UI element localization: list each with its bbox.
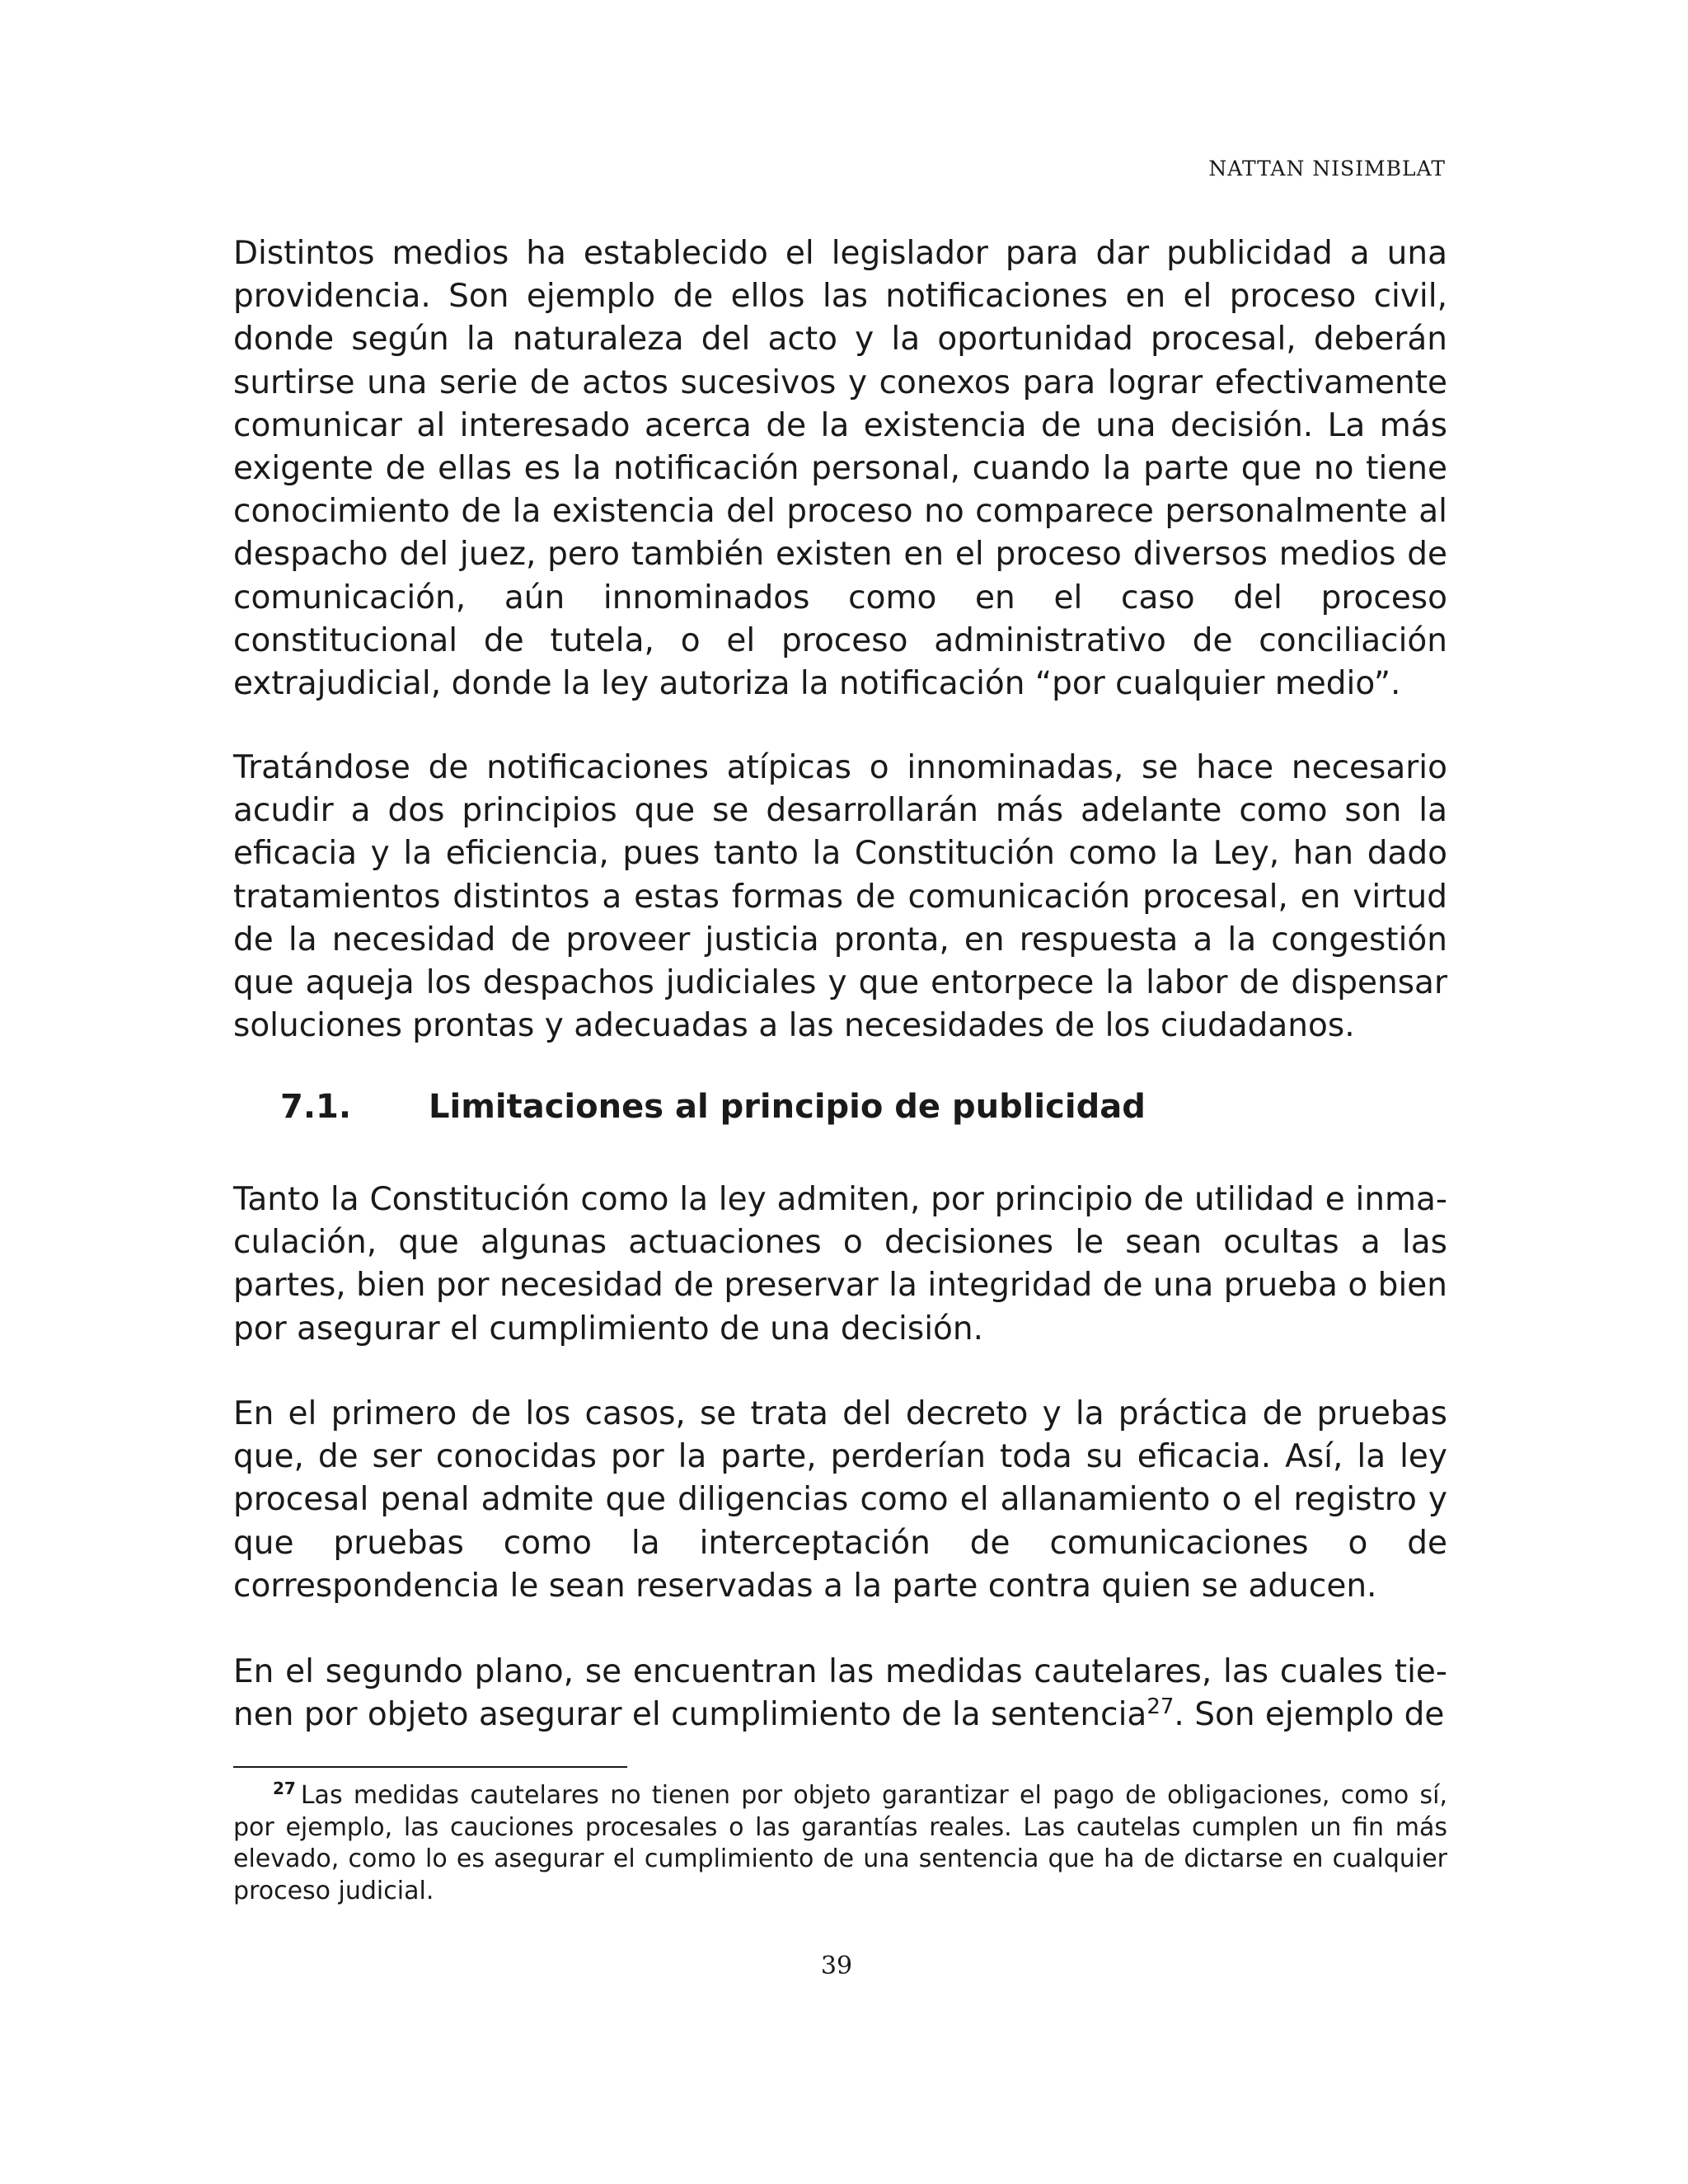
paragraph-1-text: Distintos medios ha establecido el legislador para dar publicidad a una providencia. Son ejemplo de ellos las notificaciones en el proceso civil, donde según la naturaleza del acto y la oportunidad procesal, deberán surtirse una serie de actos sucesivos y conexos para lograr efectivamente comunicar al interesado acerca de la existencia de una decisión. La más exigente de ellas es la notificación personal, cuando la parte que no tiene conocimiento de la existencia del proceso no comparece personalmente al despacho del juez, pero también existen en el proceso diversos medios de comunicación, aún innominados como en el caso del proceso constitucional de tutela, o el proceso administrativo de conciliación extrajudicial, donde la ley autoriza la notificación “por cualquier medio”. bbox=[233, 235, 1447, 703]
footnote-reference-27[interactable]: 27 bbox=[1146, 1694, 1175, 1720]
paragraph-5-text bbox=[233, 1651, 1447, 1736]
paragraph-4 bbox=[233, 1393, 1447, 1608]
running-header-author: NATTAN NISIMBLAT bbox=[1208, 157, 1446, 180]
footnote-marker: 27 bbox=[273, 1779, 296, 1798]
paragraph-5 bbox=[233, 1651, 1447, 1736]
section-heading bbox=[280, 1088, 1146, 1126]
paragraph-5-text-start: En el segundo plano, se encuentran las medidas cautelares, las cuales tienen por objeto asegurar el cumplimiento de la sentencia bbox=[233, 1653, 1447, 1734]
paragraph-3-text: Tanto la Constitución como la ley admiten, por principio de utilidad e inmaculación, que algunas actuaciones o decisiones le sean ocultas a las partes, bien por necesidad de preservar la integridad de una prueba o bien por asegurar el cumplimiento de una decisión. bbox=[233, 1181, 1447, 1347]
paragraph-2-text: Tratándose de notificaciones atípicas o innominadas, se hace necesario acudir a dos principios que se desarrollarán más adelante como son la eficacia y la eficiencia, pues tanto la Constitución como la Ley, han dado tratamientos distintos a estas formas de comunicación procesal, en virtud de la necesidad de proveer justicia pronta, en respuesta a la congestión que aqueja los despachos judiciales y que entorpece la labor de dispensar soluciones prontas y adecuadas a las necesidades de los ciudadanos. bbox=[233, 749, 1447, 1045]
section-title: Limitaciones al principio de publicidad bbox=[429, 1088, 1146, 1126]
paragraph-4-text: En el primero de los casos, se trata del decreto y la práctica de pruebas que, de ser conocidas por la parte, perderían toda su eficacia. Así, la ley procesal penal admite que diligencias como el allanamiento o el registro y que pruebas como la interceptación de comunicaciones o de correspondencia le sean reservadas a la parte contra quien se aducen. bbox=[233, 1395, 1447, 1605]
footnote-divider bbox=[233, 1766, 627, 1768]
paragraph-3 bbox=[233, 1179, 1447, 1351]
paragraph-2 bbox=[233, 747, 1447, 1047]
page-number: 39 bbox=[820, 1952, 853, 1980]
footnote-text: Las medidas cautelares no tienen por objeto garantizar el pago de obligaciones, como sí, por ejemplo, las cauciones procesales o las garantías reales. Las cautelas cumplen un fin más elevado, como lo es asegurar el cumplimiento de una sentencia que ha de dictarse en cualquier proceso judicial. bbox=[233, 1781, 1447, 1905]
footnote-27 bbox=[233, 1780, 1447, 1907]
section-number: 7.1. bbox=[280, 1088, 352, 1126]
paragraph-1 bbox=[233, 232, 1447, 705]
paragraph-5-text-end: . Son ejemplo de bbox=[1174, 1696, 1445, 1734]
